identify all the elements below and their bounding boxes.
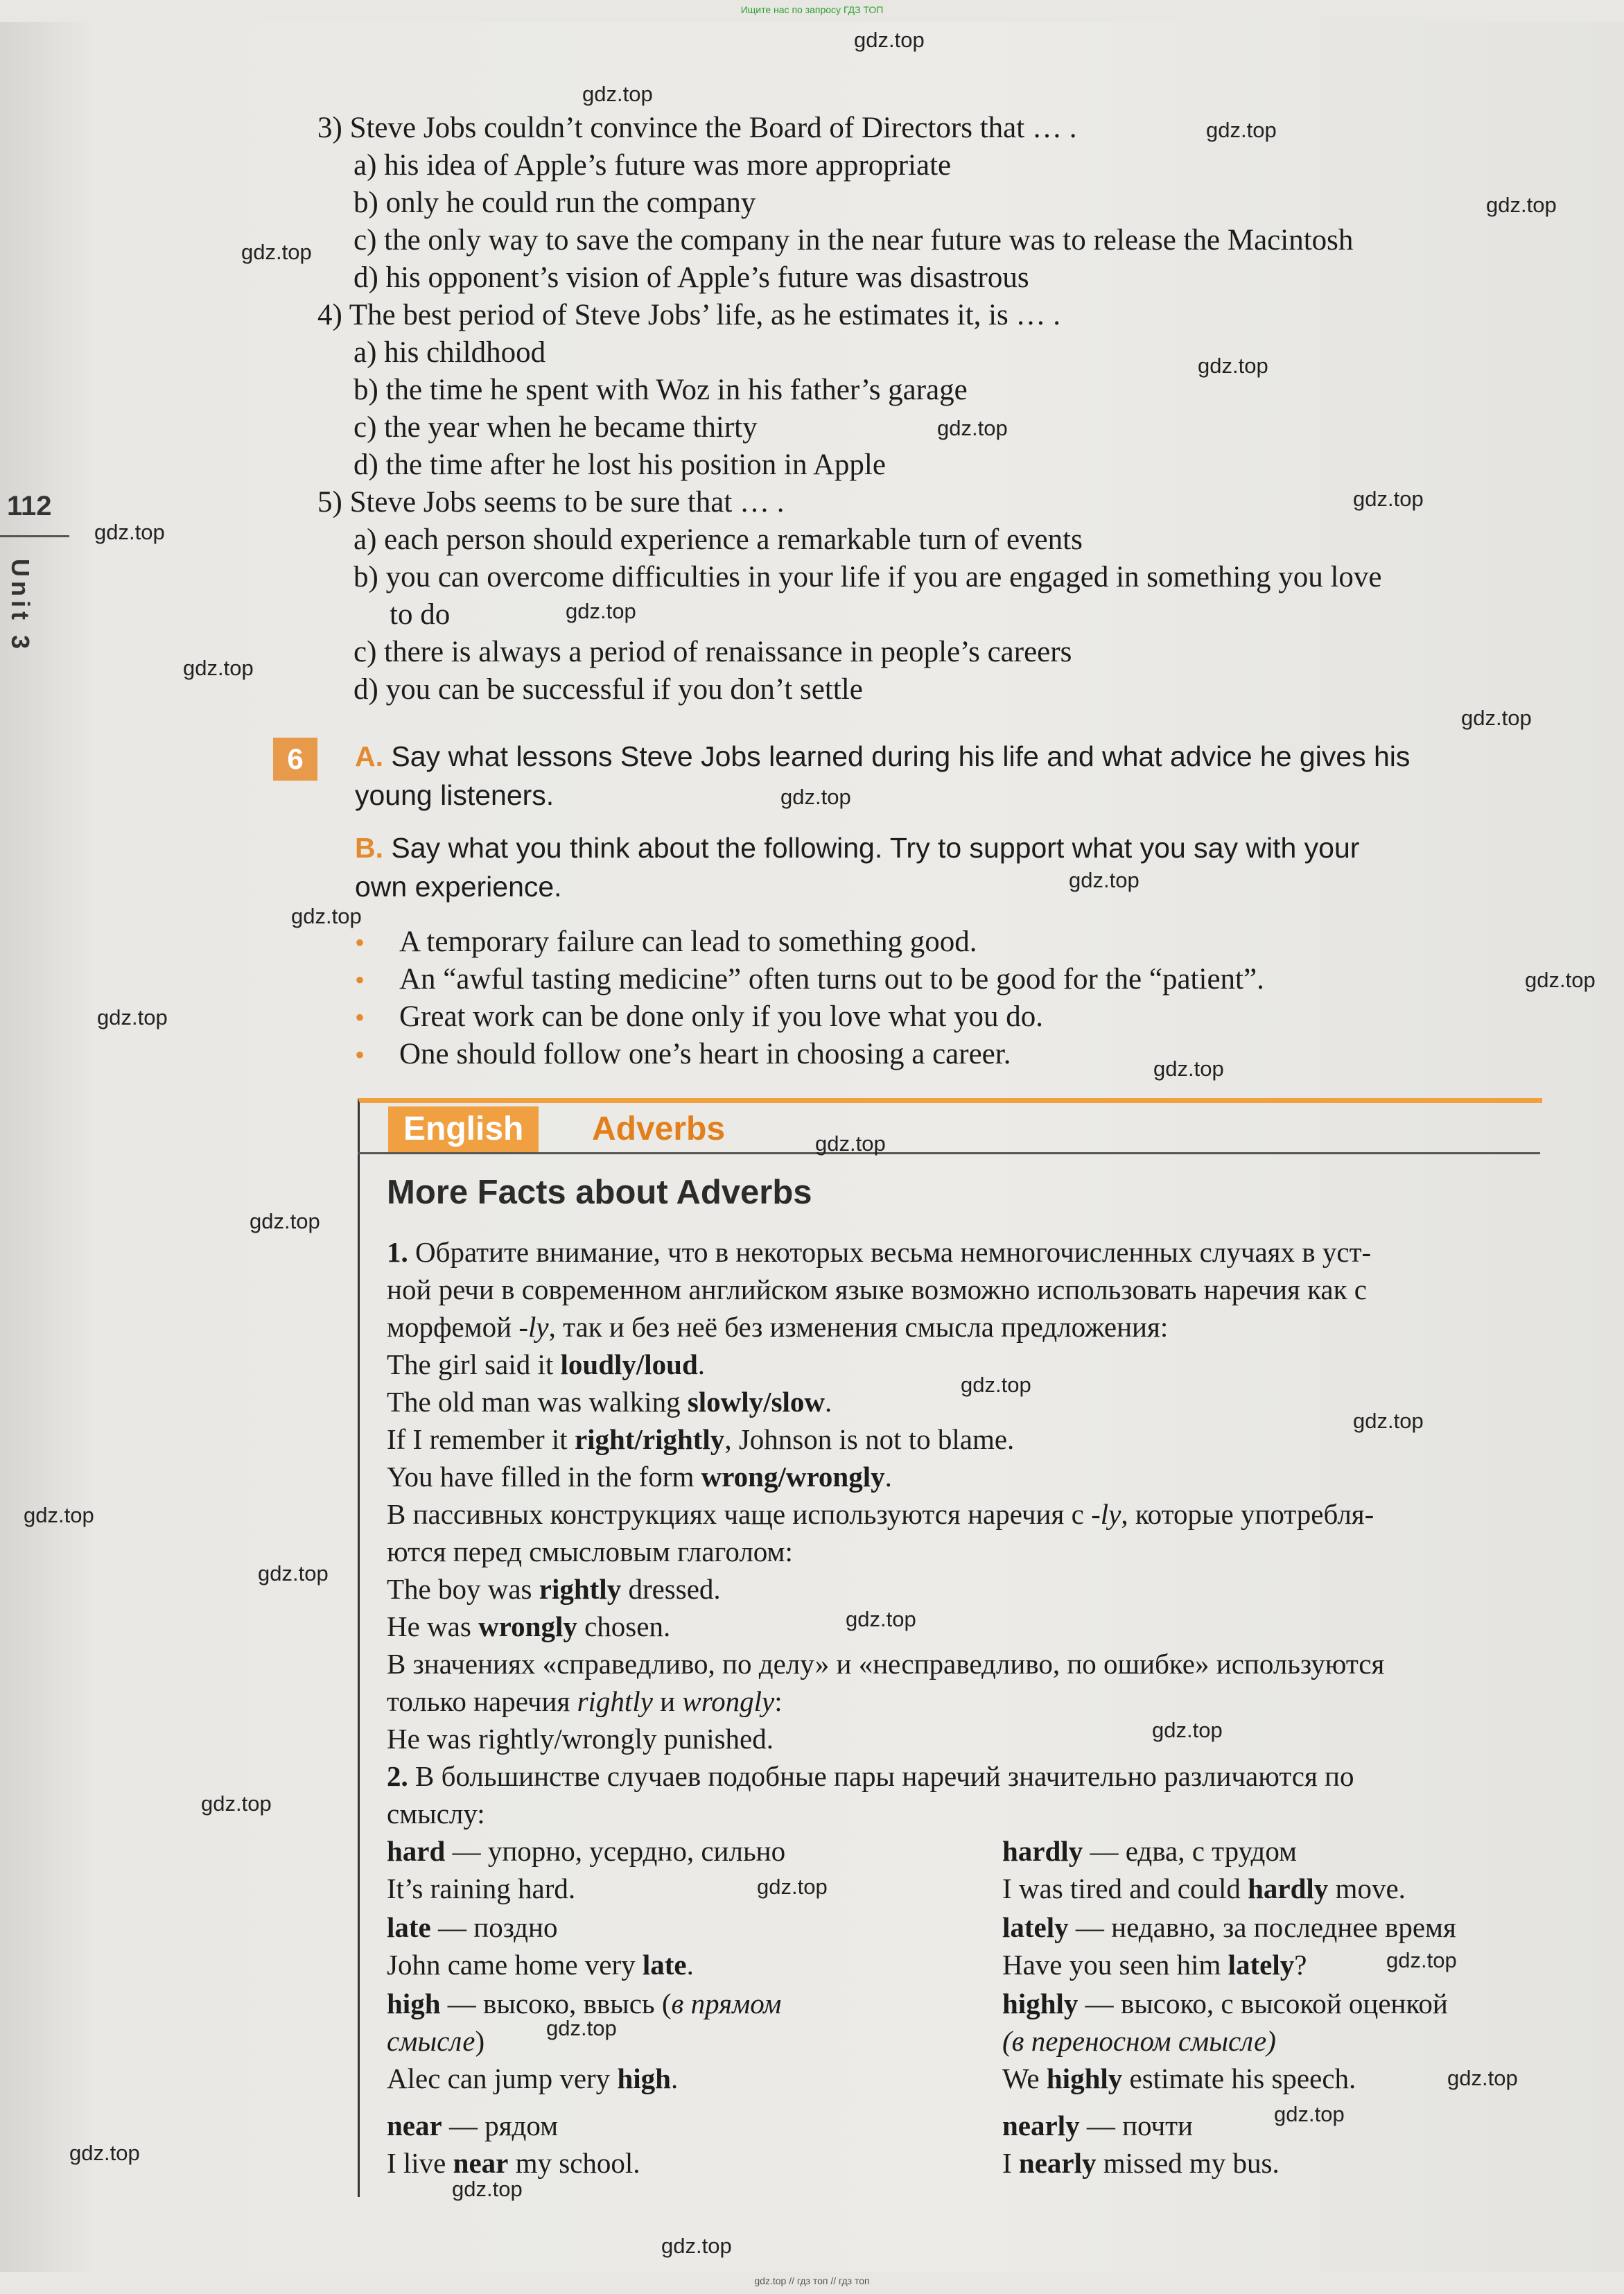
question-5-option-b-cont: to do [390, 598, 451, 631]
example-line: John came home very late. [387, 1949, 694, 1981]
pair-right-hardly: hardly — едва, с трудом [1002, 1835, 1298, 1867]
watermark-text: gdz.top [1386, 1948, 1457, 1972]
watermark-text: gdz.top [846, 1607, 916, 1631]
bullet-text-4: One should follow one’s heart in choosing a career. [399, 1038, 1011, 1070]
question-5-option-d: d) you can be successful if you don’t settle [353, 673, 863, 706]
page-number: 112 [7, 491, 52, 521]
question-5-option-a: a) each person should experience a remarkable turn of events [353, 523, 1083, 556]
question-4-option-b: b) the time he spent with Woz in his father’s garage [353, 374, 968, 406]
watermark-text: gdz.top [24, 1503, 94, 1527]
watermark-text: gdz.top [201, 1791, 272, 1816]
grammar-header-english: English [388, 1106, 539, 1152]
watermark-text: gdz.top [937, 416, 1008, 440]
example-line: I live near my school. [387, 2147, 640, 2179]
watermark-text: gdz.top [291, 904, 362, 928]
pair-right-lately: lately — недавно, за последнее время [1002, 1911, 1456, 1943]
watermark-text: gdz.top [661, 2234, 732, 2258]
watermark-text: gdz.top [757, 1875, 828, 1899]
task-b-line2: own experience. [355, 871, 562, 903]
watermark-text: gdz.top [258, 1561, 329, 1585]
watermark-text: gdz.top [780, 785, 851, 809]
watermark-text: gdz.top [1447, 2066, 1518, 2090]
question-4-option-d: d) the time after he lost his position in Apple [353, 449, 886, 481]
watermark-text: gdz.top [566, 599, 636, 623]
grammar-p4-line2: смыслу: [387, 1798, 485, 1830]
watermark-text: gdz.top [546, 2016, 617, 2040]
watermark-text: gdz.top [815, 1131, 886, 1156]
watermark-text: gdz.top [241, 240, 312, 264]
watermark-text: gdz.top [961, 1373, 1031, 1397]
grammar-p1-line2: ной речи в современном английском языке возможно использовать наречия как с [387, 1274, 1367, 1305]
watermark-text: gdz.top [1152, 1718, 1223, 1742]
pair-left-high: high — высоко, ввысь (в прямом [387, 1988, 782, 2019]
grammar-p4-line1: 2. В большинстве случаев подобные пары наречий значительно различаются по [387, 1760, 1354, 1792]
watermark-text: gdz.top [1353, 487, 1424, 511]
pair-left-near: near — рядом [387, 2110, 559, 2141]
question-4-option-a: a) his childhood [353, 336, 546, 369]
task-a-line1 [355, 740, 1410, 773]
watermark-text: gdz.top [1069, 868, 1140, 892]
example-line: He was rightly/wrongly punished. [387, 1723, 774, 1755]
grammar-p2-line1: В пассивных конструкциях чаще используются наречия с -ly, которые употребля- [387, 1498, 1374, 1530]
example-line: The girl said it loudly/loud. [387, 1348, 706, 1380]
task-a-line2: young listeners. [355, 779, 555, 811]
bullet-icon: • [355, 964, 365, 996]
question-5-option-c: c) there is always a period of renaissance in people’s careers [353, 636, 1072, 668]
task-b-letter: B. [355, 832, 383, 864]
question-3-option-c: c) the only way to save the company in the near future was to release the Macintosh [353, 224, 1354, 257]
grammar-p3-line2: только наречия rightly и wrongly: [387, 1685, 783, 1717]
example-line: The boy was rightly dressed. [387, 1573, 721, 1605]
task-number-badge: 6 [273, 738, 317, 781]
watermark-text: gdz.top [1153, 1057, 1224, 1081]
watermark-text: gdz.top [1525, 968, 1596, 992]
watermark-text: gdz.top [1486, 193, 1557, 217]
watermark-text: gdz.top [1461, 706, 1532, 730]
watermark-text: gdz.top [183, 656, 254, 680]
example-line: We highly estimate his speech. [1002, 2062, 1356, 2094]
question-3-stem: 3) Steve Jobs couldn’t convince the Board of Directors that … . [317, 112, 1077, 144]
pair-right-highly-cont: (в переносном смысле) [1002, 2025, 1276, 2057]
example-line: It’s raining hard. [387, 1872, 576, 1904]
bullet-icon: • [355, 1039, 365, 1070]
bullet-icon: • [355, 1002, 365, 1033]
watermark-text: gdz.top [452, 2177, 523, 2201]
top-note: Ищите нас по запросу ГДЗ ТОП [740, 4, 884, 15]
watermark-text: gdz.top [582, 82, 653, 106]
pair-left-hard: hard — упорно, усердно, сильно [387, 1835, 786, 1867]
example-line: Have you seen him lately? [1002, 1949, 1307, 1981]
bullet-text-3: Great work can be done only if you love what you do. [399, 1000, 1044, 1033]
watermark-text: gdz.top [94, 520, 165, 544]
pair-left-late: late — поздно [387, 1911, 558, 1943]
example-line: I nearly missed my bus. [1002, 2147, 1280, 2179]
watermark-text: gdz.top [1206, 118, 1277, 142]
pair-right-highly: highly — высоко, с высокой оценкой [1002, 1988, 1448, 2019]
bottom-note: gdz.top // гдз топ // гдз топ [754, 2275, 870, 2286]
question-4-stem: 4) The best period of Steve Jobs’ life, as he estimates it, is … . [317, 299, 1060, 331]
example-line: He was wrongly chosen. [387, 1610, 671, 1642]
watermark-text: gdz.top [1353, 1409, 1424, 1433]
bullet-icon: • [355, 927, 365, 958]
grammar-p1-line1: 1. Обратите внимание, что в некоторых весьма немногочисленных случаях в уст- [387, 1236, 1372, 1268]
bullet-text-1: A temporary failure can lead to something good. [399, 926, 977, 958]
example-line: The old man was walking slowly/slow. [387, 1386, 832, 1418]
pair-left-high-cont: смысле) [387, 2025, 485, 2057]
question-3-option-a: a) his idea of Apple’s future was more appropriate [353, 149, 952, 182]
question-5-stem: 5) Steve Jobs seems to be sure that … . [317, 486, 785, 519]
grammar-p3-line1: В значениях «справедливо, по делу» и «несправедливо, по ошибке» используются [387, 1648, 1385, 1680]
task-a-text: Say what lessons Steve Jobs learned during his life and what advice he gives his [391, 740, 1411, 772]
grammar-p2-line2: ются перед смысловым глаголом: [387, 1536, 793, 1567]
example-line: You have filled in the form wrong/wrongly. [387, 1461, 892, 1493]
bullet-text-2: An “awful tasting medicine” often turns out to be good for the “patient”. [399, 963, 1264, 996]
question-3-option-d: d) his opponent’s vision of Apple’s future was disastrous [353, 261, 1029, 294]
watermark-text: gdz.top [69, 2141, 140, 2165]
watermark-text: gdz.top [1274, 2102, 1345, 2126]
unit-label: Unit 3 [6, 559, 35, 654]
watermark-text: gdz.top [1198, 354, 1268, 378]
page-number-rule [0, 535, 69, 537]
example-line: Alec can jump very high. [387, 2062, 679, 2094]
question-3-option-b: b) only he could run the company [353, 186, 756, 219]
question-4-option-c: c) the year when he became thirty [353, 411, 758, 444]
watermark-text: gdz.top [854, 28, 925, 52]
watermark-text: gdz.top [97, 1005, 168, 1029]
task-a-letter: A. [355, 740, 383, 772]
example-line: If I remember it right/rightly, Johnson is not to blame. [387, 1423, 1015, 1455]
grammar-header-topic: Adverbs [592, 1111, 726, 1147]
pair-right-nearly: nearly — почти [1002, 2110, 1193, 2141]
grammar-p1-line3: морфемой -ly, так и без неё без изменения смысла предложения: [387, 1311, 1169, 1343]
grammar-header-rule [358, 1152, 1540, 1154]
example-line: I was tired and could hardly move. [1002, 1872, 1406, 1904]
task-b-line1 [355, 832, 1359, 864]
question-5-option-b: b) you can overcome difficulties in your life if you are engaged in something you love [353, 561, 1382, 593]
grammar-title: More Facts about Adverbs [387, 1174, 812, 1211]
watermark-text: gdz.top [250, 1209, 320, 1233]
task-b-text: Say what you think about the following. Try to support what you say with your [391, 832, 1360, 864]
